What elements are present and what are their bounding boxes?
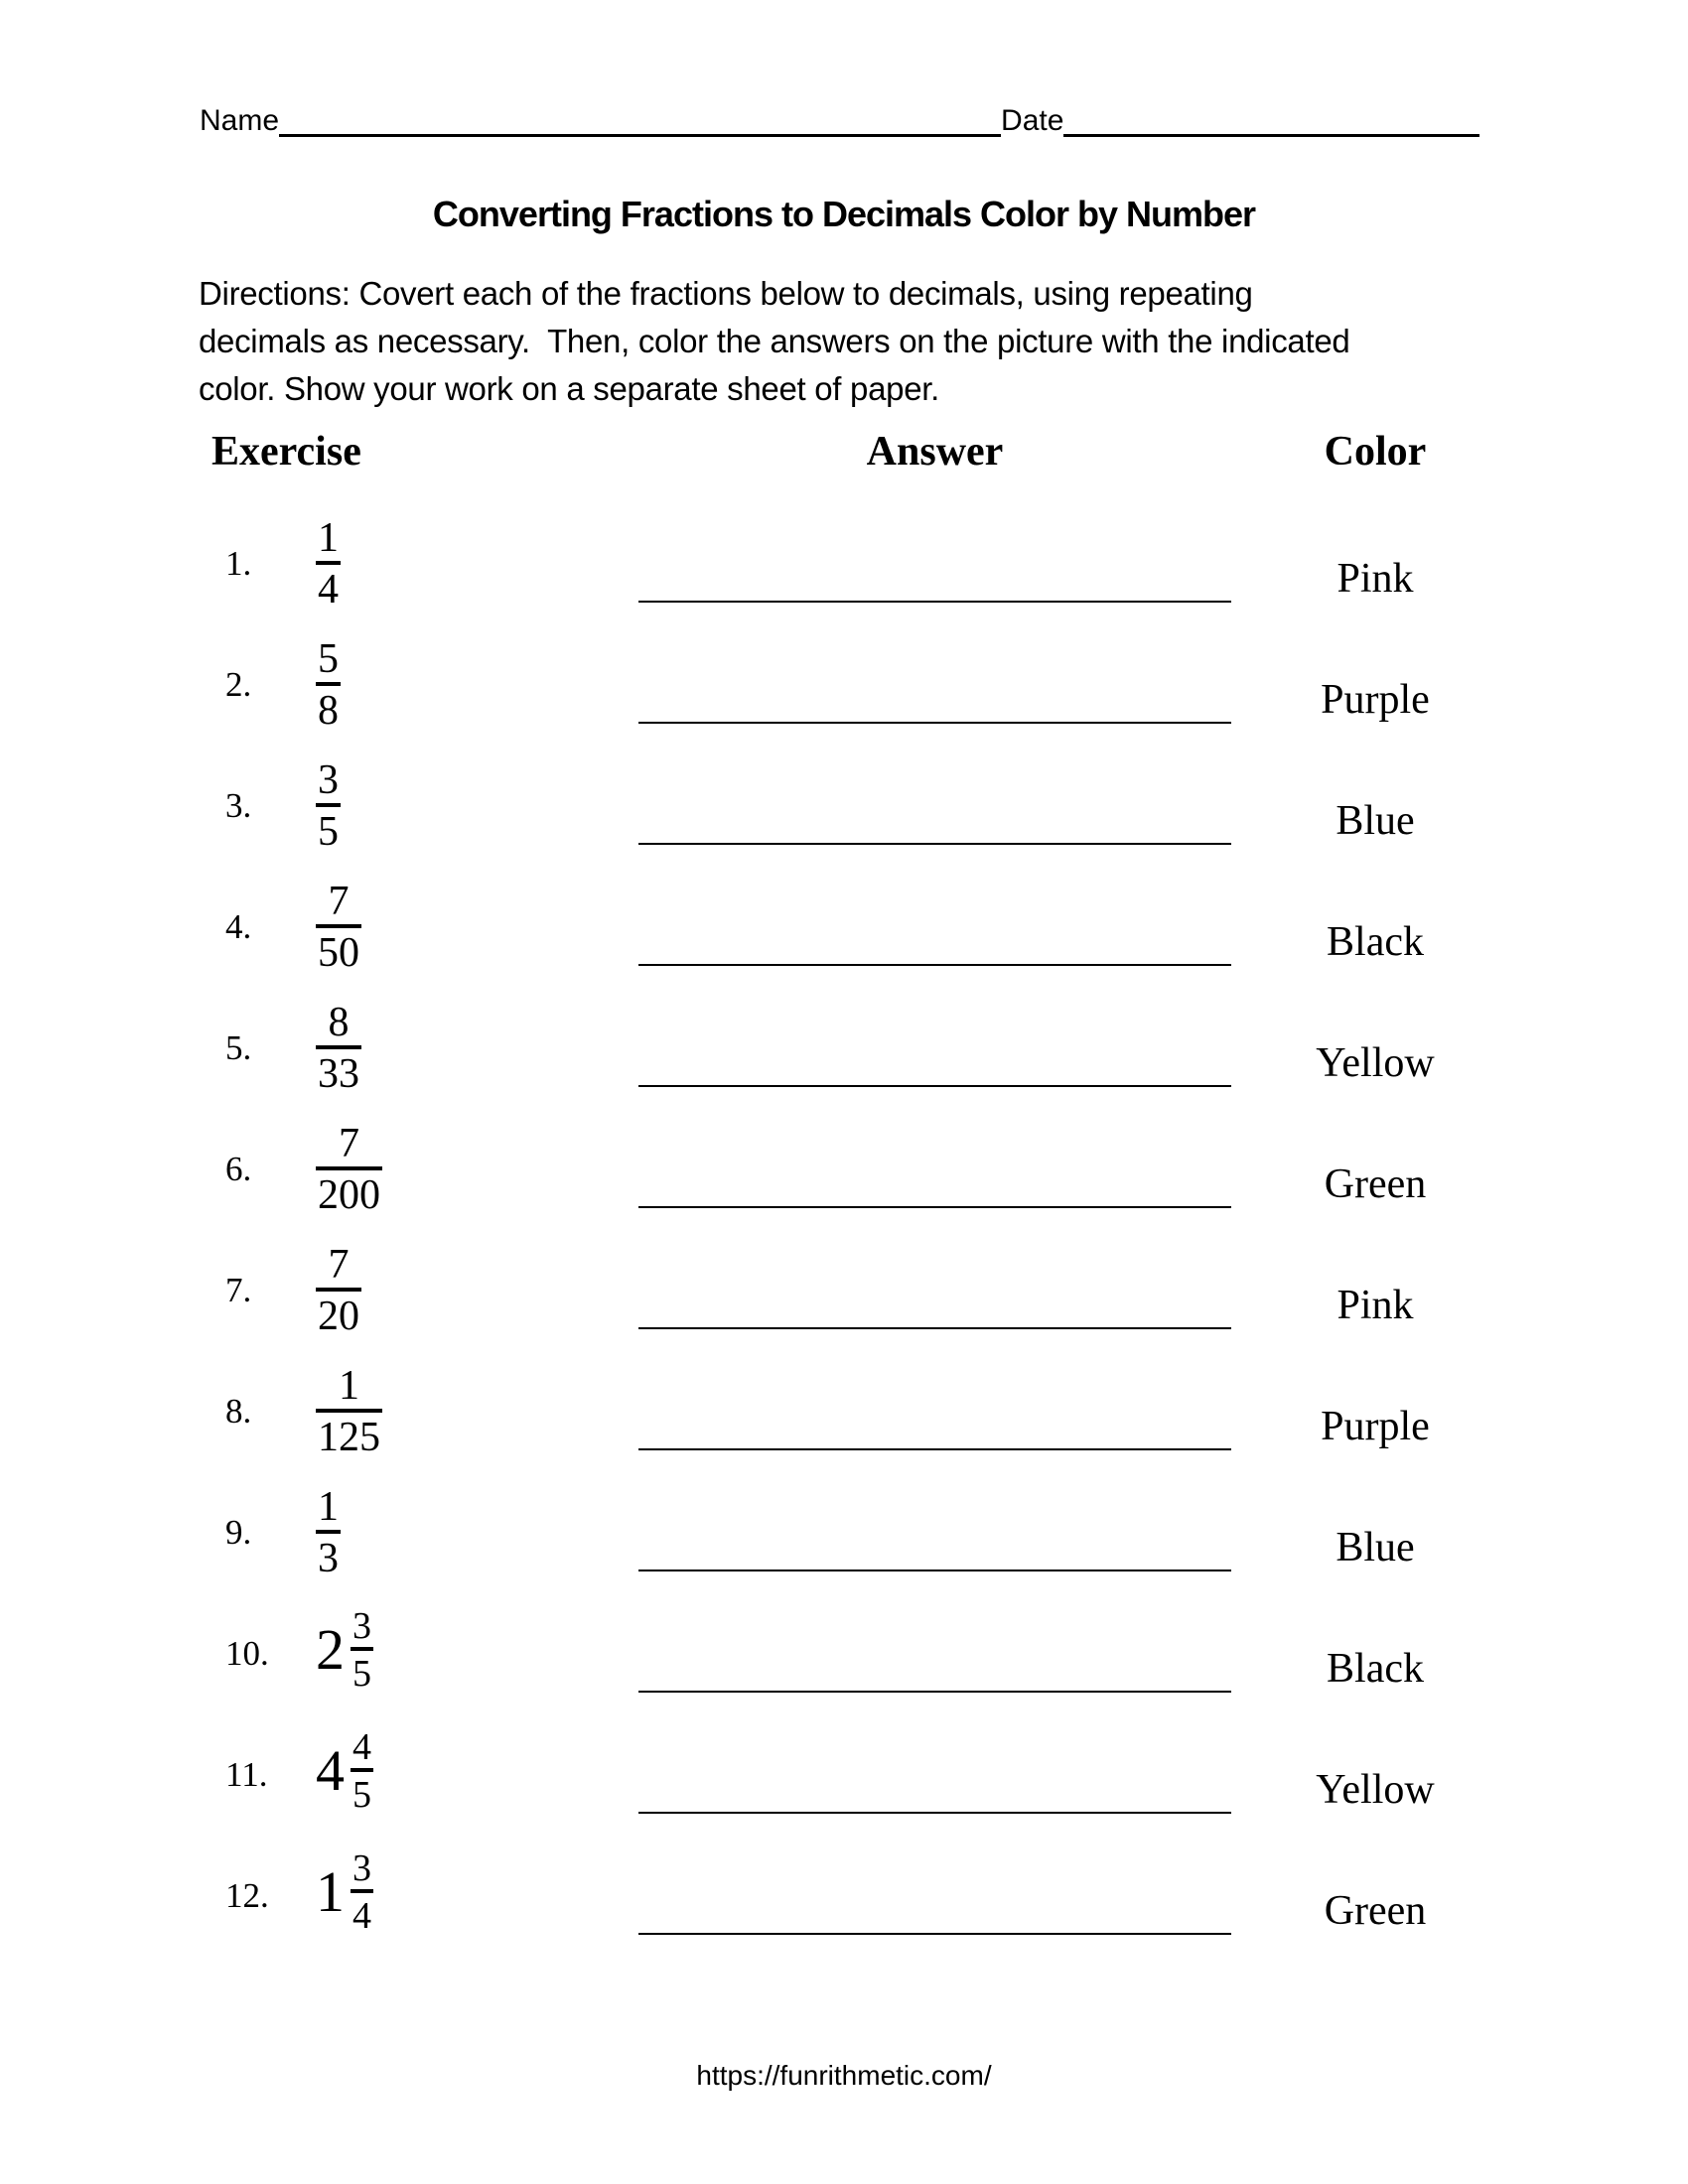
column-header-exercise: Exercise — [211, 429, 361, 475]
table-row — [0, 991, 1688, 1112]
fraction-stack — [316, 1484, 341, 1581]
fraction — [316, 1484, 341, 1581]
name-label: Name — [200, 104, 280, 137]
fraction — [316, 1000, 361, 1097]
mixed-number — [316, 1726, 373, 1816]
fraction-denominator: 4 — [352, 1895, 371, 1937]
column-header-color: Color — [1324, 429, 1427, 475]
fraction-denominator: 5 — [352, 1774, 371, 1816]
table-row — [0, 749, 1688, 870]
fraction-numerator: 1 — [318, 1484, 339, 1530]
fraction-denominator: 125 — [318, 1415, 380, 1460]
footer-url: https://funrithmetic.com/ — [696, 2060, 992, 2091]
fraction-stack — [316, 757, 341, 855]
table-row — [0, 1112, 1688, 1233]
fraction-denominator: 3 — [318, 1536, 339, 1581]
fraction-stack — [316, 1363, 382, 1460]
fraction-denominator: 4 — [318, 567, 339, 613]
date-blank-line — [1063, 132, 1479, 137]
fraction — [316, 1242, 361, 1339]
fraction — [316, 1121, 382, 1218]
mixed-number — [316, 1605, 373, 1695]
color-label: Green — [1324, 1161, 1427, 1207]
worksheet-title: Converting Fractions to Decimals Color by Number — [432, 194, 1256, 234]
color-label: Purple — [1321, 677, 1430, 723]
table-row — [0, 1233, 1688, 1354]
fraction — [316, 515, 341, 613]
fraction-stack — [316, 515, 341, 613]
table-row — [0, 1475, 1688, 1596]
answer-blank-line — [638, 1206, 1231, 1208]
exercise-number: 2. — [225, 665, 252, 704]
fraction-numerator: 7 — [328, 1242, 350, 1288]
answer-blank-line — [638, 1570, 1231, 1571]
answer-blank-line — [638, 1448, 1231, 1450]
fraction-numerator: 7 — [339, 1121, 359, 1166]
fraction-stack — [316, 636, 341, 734]
mixed-number — [316, 1847, 373, 1937]
table-row — [0, 870, 1688, 991]
fraction — [316, 636, 341, 734]
color-label: Green — [1324, 1888, 1427, 1934]
exercise-number: 11. — [225, 1755, 268, 1794]
fraction-numerator: 7 — [328, 879, 350, 924]
answer-blank-line — [638, 601, 1231, 603]
color-label: Pink — [1336, 1283, 1414, 1328]
exercise-number: 4. — [225, 907, 252, 946]
exercise-number: 6. — [225, 1150, 252, 1188]
color-label: Pink — [1336, 556, 1414, 602]
answer-blank-line — [638, 964, 1231, 966]
fraction — [316, 1363, 382, 1460]
color-label: Purple — [1321, 1404, 1430, 1449]
directions-line-2: decimals as necessary. Then, color the answers on the picture with the indicated — [199, 323, 1350, 359]
fraction-numerator: 4 — [352, 1726, 371, 1768]
answer-blank-line — [638, 1933, 1231, 1935]
fraction-denominator: 20 — [318, 1294, 359, 1339]
table-row — [0, 1717, 1688, 1839]
fraction-numerator: 3 — [318, 757, 339, 803]
table-row — [0, 1354, 1688, 1475]
fraction-stack — [351, 1726, 373, 1816]
exercise-number: 5. — [225, 1028, 252, 1067]
fraction-numerator: 3 — [352, 1847, 371, 1889]
mixed-whole-number: 4 — [316, 1738, 345, 1803]
exercise-number: 12. — [225, 1876, 269, 1915]
fraction-stack — [351, 1605, 373, 1695]
color-label: Black — [1327, 919, 1424, 965]
exercise-number: 1. — [225, 544, 252, 583]
fraction-denominator: 8 — [318, 688, 339, 734]
name-blank-line — [279, 132, 1001, 137]
fraction-numerator: 1 — [339, 1363, 359, 1409]
fraction-denominator: 50 — [318, 930, 359, 976]
color-label: Yellow — [1316, 1040, 1435, 1086]
answer-blank-line — [638, 1085, 1231, 1087]
fraction-denominator: 5 — [352, 1653, 371, 1695]
name-date-row — [200, 99, 1479, 139]
table-row — [0, 506, 1688, 627]
mixed-whole-number: 2 — [316, 1617, 345, 1682]
color-label: Yellow — [1316, 1767, 1435, 1813]
answer-blank-line — [638, 1812, 1231, 1814]
fraction-stack — [316, 1121, 382, 1218]
fraction — [316, 879, 361, 976]
column-header-answer: Answer — [866, 429, 1004, 475]
answer-blank-line — [638, 1327, 1231, 1329]
directions — [199, 270, 1349, 413]
fraction-numerator: 3 — [352, 1605, 371, 1647]
answer-blank-line — [638, 722, 1231, 724]
fraction-stack — [316, 1000, 361, 1097]
answer-blank-line — [638, 843, 1231, 845]
exercise-number: 3. — [225, 786, 252, 825]
fraction-numerator: 5 — [318, 636, 339, 682]
color-label: Black — [1327, 1646, 1424, 1692]
table-row — [0, 1596, 1688, 1717]
color-label: Blue — [1336, 1525, 1415, 1570]
exercise-number: 10. — [225, 1634, 269, 1673]
fraction-stack — [316, 879, 361, 976]
exercise-number: 8. — [225, 1392, 252, 1431]
fraction-denominator: 33 — [318, 1051, 359, 1097]
fraction-numerator: 1 — [318, 515, 339, 561]
fraction-numerator: 8 — [328, 1000, 350, 1045]
fraction-stack — [316, 1242, 361, 1339]
fraction-denominator: 200 — [318, 1172, 380, 1218]
table-row — [0, 627, 1688, 749]
directions-line-3: color. Show your work on a separate sheet of paper. — [199, 370, 939, 407]
exercise-number: 9. — [225, 1513, 252, 1552]
directions-line-1: Directions: Covert each of the fractions below to decimals, using repeating — [199, 275, 1253, 312]
fraction — [316, 757, 341, 855]
answer-blank-line — [638, 1691, 1231, 1693]
color-label: Blue — [1336, 798, 1415, 844]
fraction-denominator: 5 — [318, 809, 339, 855]
mixed-whole-number: 1 — [316, 1859, 345, 1924]
fraction-stack — [351, 1847, 373, 1937]
table-row — [0, 1839, 1688, 1960]
exercise-number: 7. — [225, 1271, 252, 1309]
date-label: Date — [1001, 104, 1064, 137]
